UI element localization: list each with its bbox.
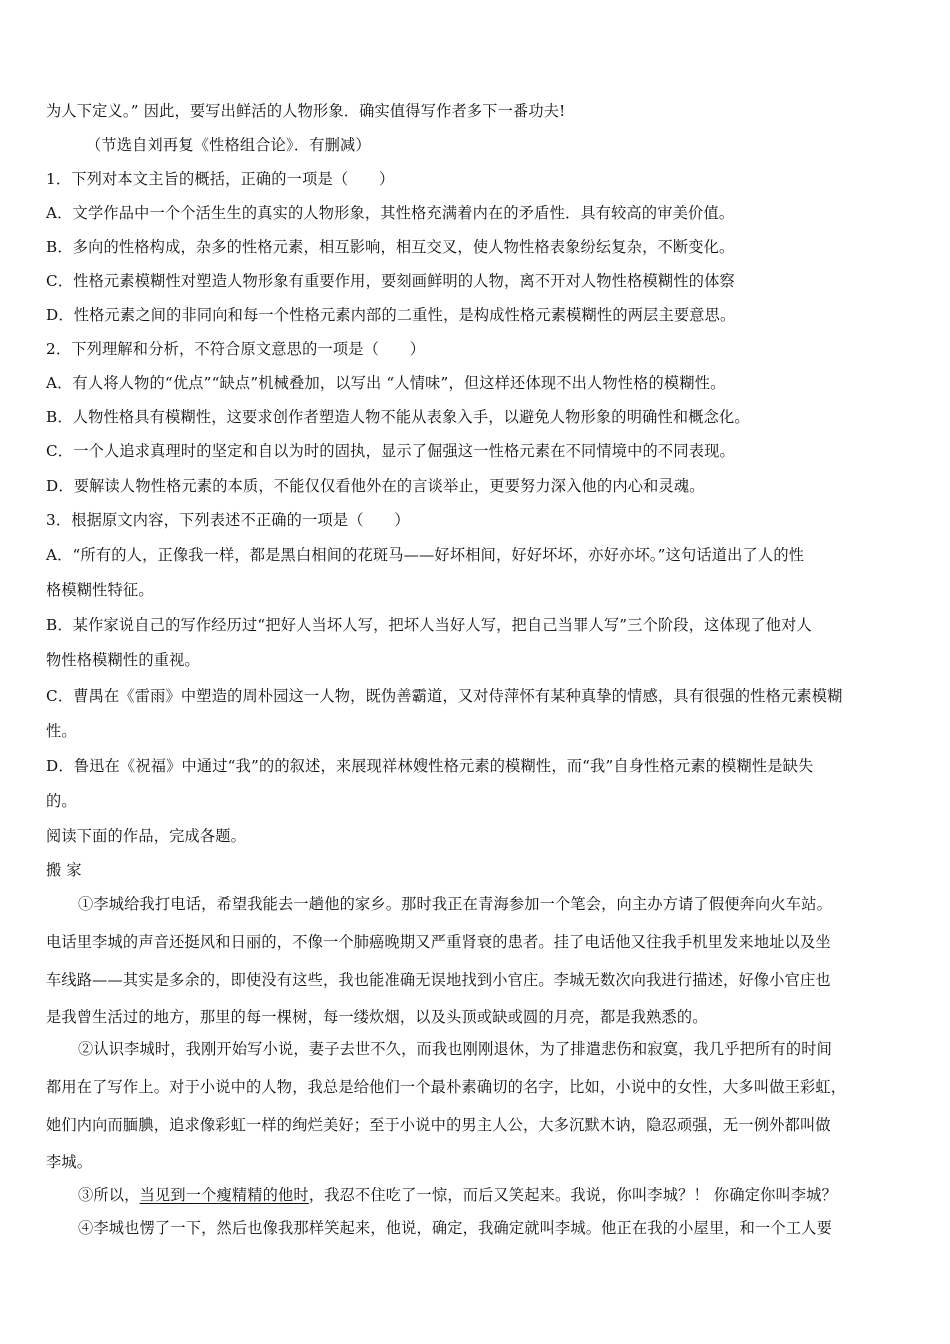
question-2-stem: 2．下列理解和分析，不符合原文意思的一项是（ ） — [46, 340, 426, 358]
question-3-option-a-line-2: 格模糊性特征。 — [46, 581, 154, 599]
paragraph-3-after: ，我忍不住吃了一惊，而后又笑起来。我说，你叫李城？！ 你确定你叫李城？ — [308, 1186, 838, 1204]
question-3-option-b-line-1: B．某作家说自己的写作经历过“把好人当坏人写，把坏人当好人写，把自己当罪人写”三个阶段，这体现了他对人 — [46, 616, 812, 634]
intro-closing-line: 为人下定义。” 因此，要写出鲜活的人物形象．确实值得写作者多下一番功夫! — [46, 102, 566, 120]
question-3-option-d-line-2: 的。 — [46, 792, 77, 810]
paragraph-1-line-2: 电话里李城的声音还挺风和日丽的，不像一个肺癌晚期又严重肾衰的患者。挂了电话他又往我手机里发来地址以及坐 — [46, 933, 831, 951]
question-3-option-c-line-1: C．曹禺在《雷雨》中塑造的周朴园这一人物，既伪善霸道，又对侍萍怀有某种真挚的情感，具有很强的性格元素模糊 — [46, 687, 843, 705]
reading-instruction: 阅读下面的作品，完成各题。 — [46, 827, 247, 845]
paragraph-4-line-1: ④李城也愣了一下，然后也像我那样笑起来，他说，确定，我确定就叫李城。他正在我的小屋里，和一个工人要 — [78, 1219, 832, 1237]
paragraph-2-line-3: 她们内向而腼腆，追求像彩虹一样的绚烂美好；至于小说中的男主人公，大多沉默木讷，隐忍顽强，无一例外都叫做 — [46, 1116, 831, 1134]
paragraph-3-before: ③所以， — [78, 1186, 140, 1204]
story-title: 搬 家 — [46, 861, 82, 879]
paragraph-3 — [78, 1185, 942, 1205]
question-1-option-c: C．性格元素模糊性对塑造人物形象有重要作用，要刻画鲜明的人物，离不开对人物性格模糊性的体察 — [46, 272, 735, 290]
question-2-option-c: C．一个人追求真理时的坚定和自以为时的固执，显示了倔强这一性格元素在不同情境中的不同表现。 — [46, 442, 735, 460]
question-2-option-a: A．有人将人物的“优点”“缺点”机械叠加，以写出 “人情味”，但这样还体现不出人物性格的模糊性。 — [46, 374, 726, 392]
paragraph-1-line-1: ①李城给我打电话，希望我能去一趟他的家乡。那时我正在青海参加一个笔会，向主办方请了假便奔向火车站。 — [78, 895, 832, 913]
question-1-option-b: B．多向的性格构成，杂多的性格元素，相互影响，相互交叉，使人物性格表象纷纭复杂，不断变化。 — [46, 238, 735, 256]
question-1-option-d: D．性格元素之间的非同向和每一个性格元素内部的二重性，是构成性格元素模糊性的两层主要意思。 — [46, 306, 736, 324]
question-3-option-d-line-1: D．鲁迅在《祝福》中通过“我”的的叙述，来展现祥林嫂性格元素的模糊性，而“我”自身性格元素的模糊性是缺失 — [46, 757, 814, 775]
question-3-option-b-line-2: 物性格模糊性的重视。 — [46, 651, 200, 669]
question-3-option-a-line-1: A．“所有的人，正像我一样，都是黑白相间的花斑马——好坏相间，好好坏坏，亦好亦坏。”这句话道出了人的性 — [46, 546, 805, 564]
question-2-option-b: B．人物性格具有模糊性，这要求创作者塑造人物不能从表象入手，以避免人物形象的明确性和概念化。 — [46, 408, 750, 426]
paragraph-2-line-2: 都用在了写作上。对于小说中的人物，我总是给他们一个最朴素确切的名字，比如，小说中的女性，大多叫做王彩虹， — [46, 1078, 847, 1096]
paragraph-2-line-4: 李城。 — [46, 1153, 93, 1171]
question-1-option-a: A．文学作品中一个个活生生的真实的人物形象，其性格充满着内在的矛盾性．具有较高的审美价值。 — [46, 204, 735, 222]
question-3-stem: 3．根据原文内容，下列表述不正确的一项是（ ） — [46, 511, 410, 529]
question-2-option-d: D．要解读人物性格元素的本质，不能仅仅看他外在的言谈举止，更要努力深入他的内心和灵魂。 — [46, 477, 705, 495]
source-note: （节选自刘再复《性格组合论》．有删减） — [86, 136, 371, 154]
question-3-option-c-line-2: 性。 — [46, 722, 77, 740]
paragraph-1-line-4: 是我曾生活过的地方，那里的每一棵树，每一缕炊烟，以及头顶或缺或圆的月亮，都是我熟悉的。 — [46, 1008, 708, 1026]
question-1-stem: 1．下列对本文主旨的概括，正确的一项是（ ） — [46, 170, 395, 188]
paragraph-2-line-1: ②认识李城时，我刚开始写小说，妻子去世不久，而我也刚刚退休，为了排遣悲伤和寂寞，我几乎把所有的时间 — [78, 1040, 832, 1058]
paragraph-1-line-3: 车线路——其实是多余的，即使没有这些，我也能准确无误地找到小官庄。李城无数次向我进行描述，好像小官庄也 — [46, 971, 831, 989]
paragraph-3-underlined: 当见到一个瘦精精的他时 — [139, 1186, 309, 1204]
